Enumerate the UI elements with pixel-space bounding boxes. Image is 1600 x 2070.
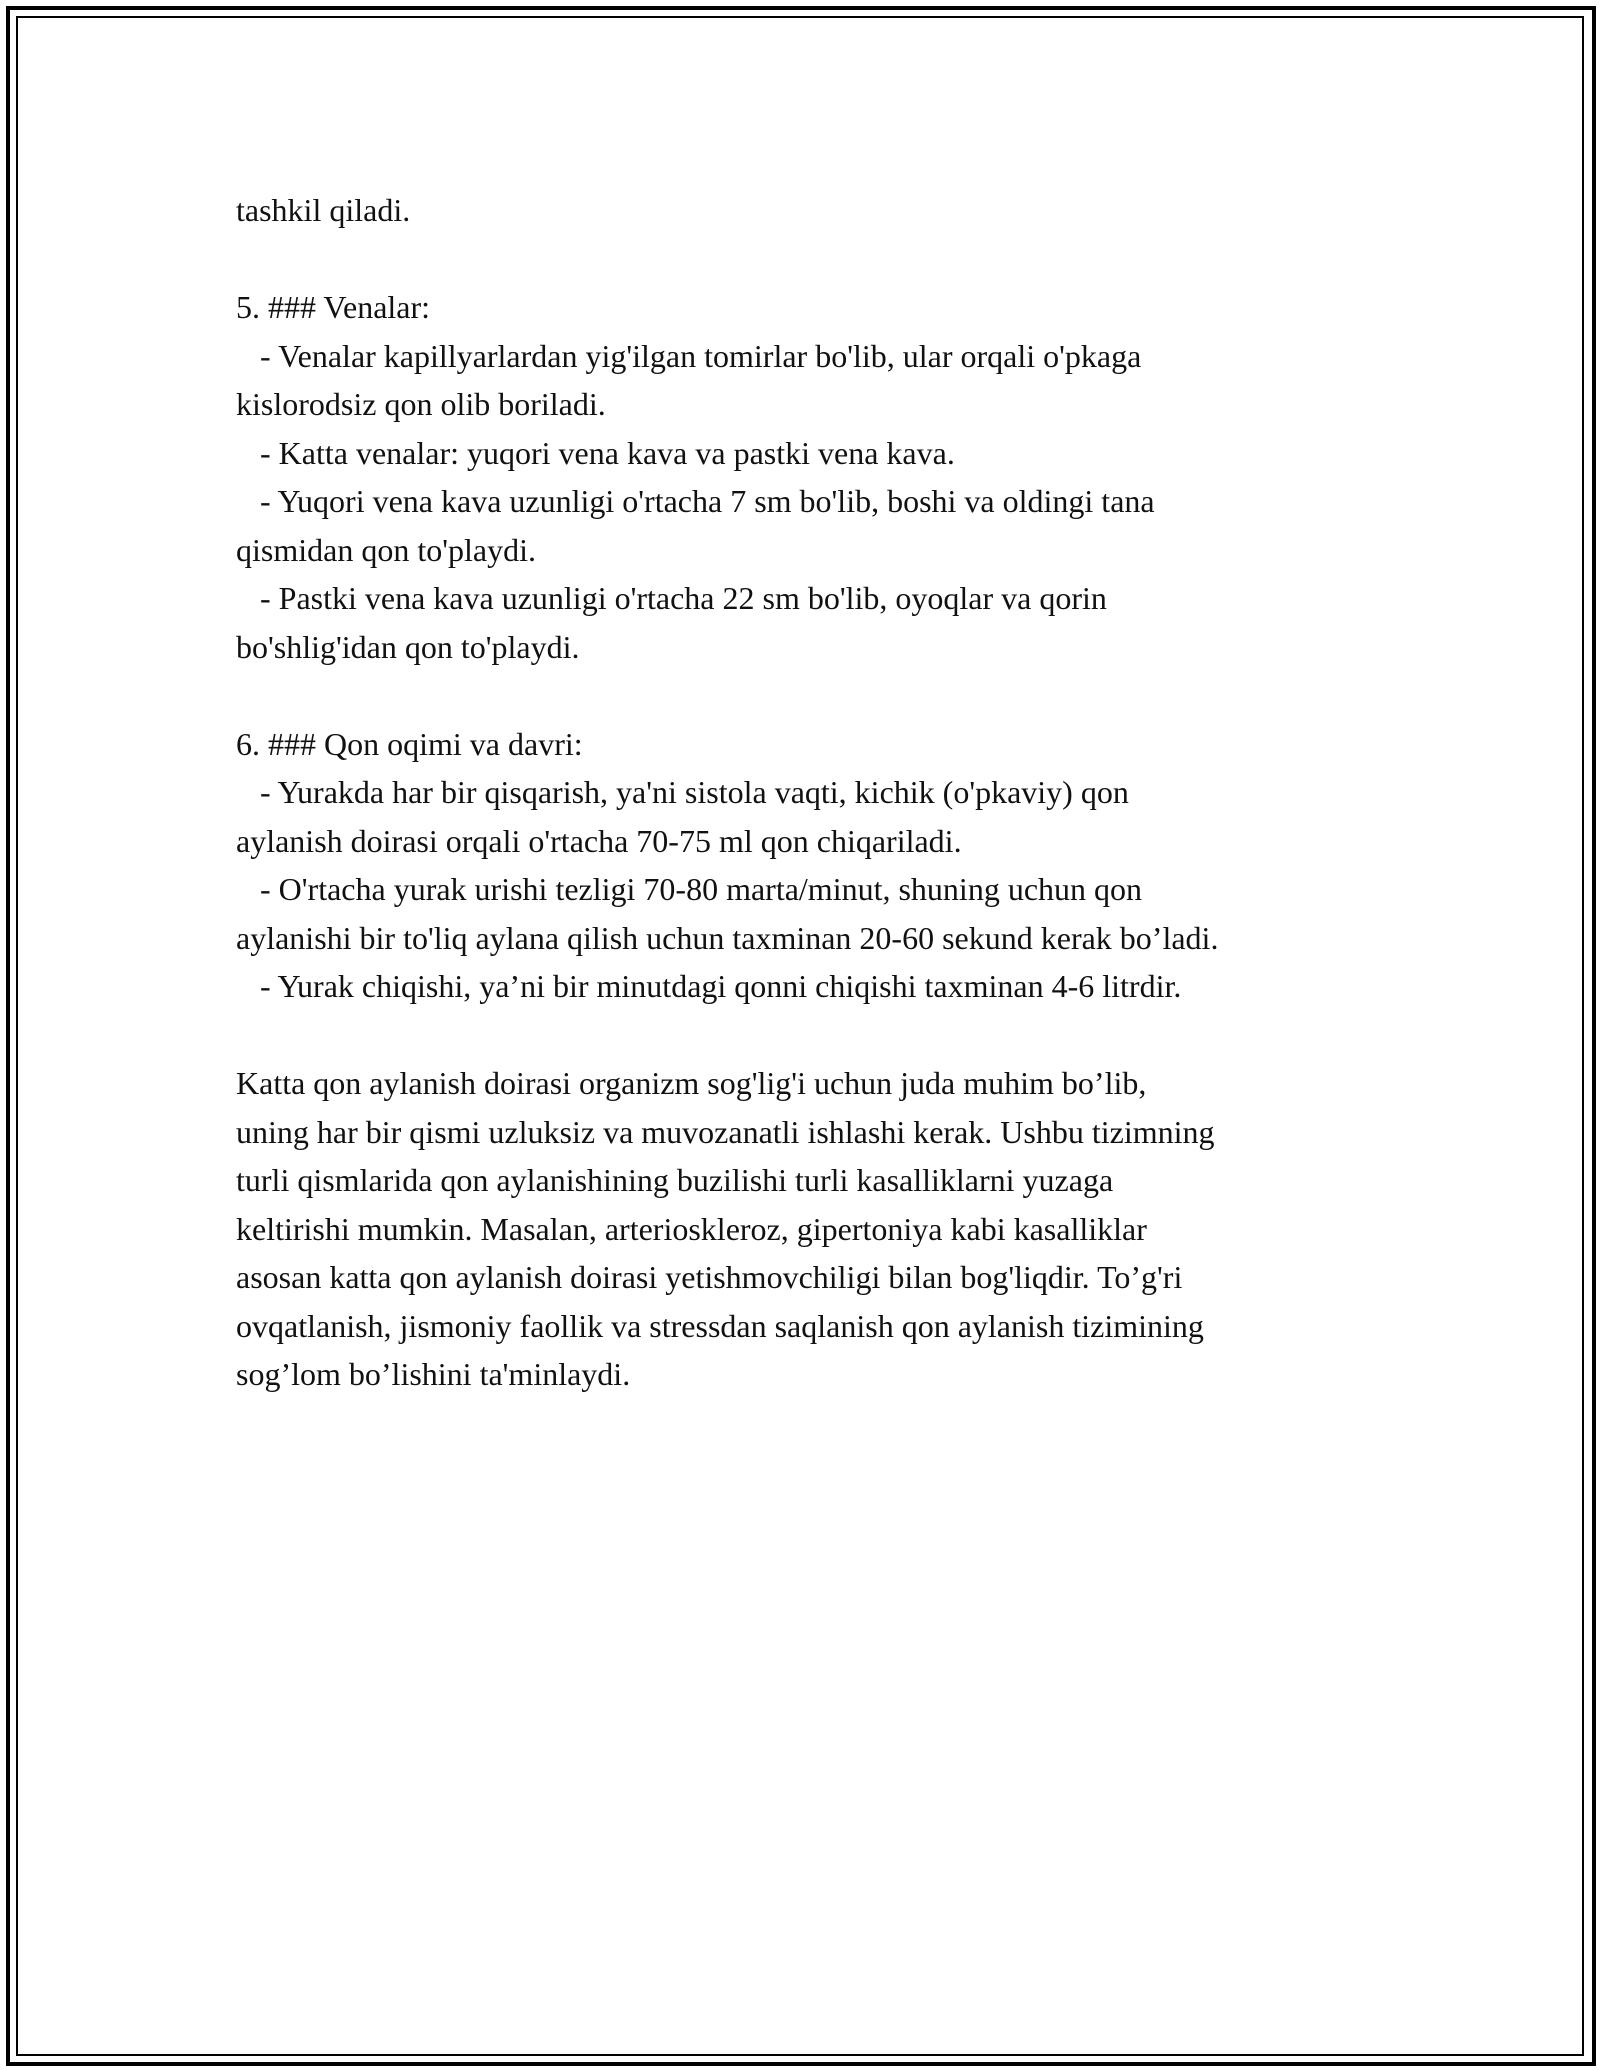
paragraph-line: uning har bir qismi uzluksiz va muvozanatli ishlashi kerak. Ushbu tizimning bbox=[236, 1113, 1215, 1150]
section-line: - Katta venalar: yuqori vena kava va pastki vena kava. bbox=[236, 434, 955, 471]
section-line: aylanish doirasi orqali o'rtacha 70-75 ml qon chiqariladi. bbox=[236, 822, 962, 859]
section-line: aylanishi bir to'liq aylana qilish uchun taxminan 20-60 sekund kerak bo’ladi. bbox=[236, 919, 1219, 956]
section-line: - Yuqori vena kava uzunligi o'rtacha 7 sm bo'lib, boshi va oldingi tana bbox=[236, 483, 1155, 519]
document-body bbox=[236, 186, 1366, 1399]
section-line: qismidan qon to'playdi. bbox=[236, 531, 536, 568]
paragraph-line: ovqatlanish, jismoniy faollik va stressdan saqlanish qon aylanish tizimining bbox=[236, 1307, 1204, 1344]
section-line: kislorodsiz qon olib boriladi. bbox=[236, 386, 606, 422]
section-line: - Pastki vena kava uzunligi o'rtacha 22 sm bo'lib, oyoqlar va qorin bbox=[236, 580, 1107, 616]
paragraph-gap bbox=[236, 235, 1366, 284]
section-line: - Yurak chiqishi, ya’ni bir minutdagi qonni chiqishi taxminan 4-6 litrdir. bbox=[236, 968, 1182, 1004]
continuation-text: tashkil qiladi. bbox=[236, 192, 411, 228]
paragraph-line: Katta qon aylanish doirasi organizm sog'lig'i uchun juda muhim bo’lib, bbox=[236, 1065, 1147, 1101]
section-qon-oqimi bbox=[236, 720, 1366, 1011]
paragraph-gap bbox=[236, 671, 1366, 720]
section-line: - Venalar kapillyarlardan yig'ilgan tomirlar bo'lib, ular orqali o'pkaga bbox=[236, 337, 1142, 374]
section-line: - Yurakda har bir qisqarish, ya'ni sistola vaqti, kichik (o'pkaviy) qon bbox=[236, 774, 1129, 810]
section-heading: 6. ### Qon oqimi va davri: bbox=[236, 725, 583, 762]
paragraph-line: sog’lom bo’lishini ta'minlaydi. bbox=[236, 1356, 631, 1392]
paragraph-line: turli qismlarida qon aylanishining buzilishi turli kasalliklarni yuzaga bbox=[236, 1162, 1114, 1198]
section-line: bo'shlig'idan qon to'playdi. bbox=[236, 628, 580, 665]
paragraph-line: keltirishi mumkin. Masalan, arterioskleroz, gipertoniya kabi kasalliklar bbox=[236, 1210, 1147, 1247]
paragraph-line: asosan katta qon aylanish doirasi yetishmovchiligi bilan bog'liqdir. To’g'ri bbox=[236, 1259, 1183, 1295]
conclusion-paragraph bbox=[236, 1059, 1366, 1399]
section-heading: 5. ### Venalar: bbox=[236, 289, 431, 325]
paragraph-gap bbox=[236, 1011, 1366, 1060]
section-line: - O'rtacha yurak urishi tezligi 70-80 marta/minut, shuning uchun qon bbox=[236, 871, 1143, 907]
section-venalar bbox=[236, 283, 1366, 671]
